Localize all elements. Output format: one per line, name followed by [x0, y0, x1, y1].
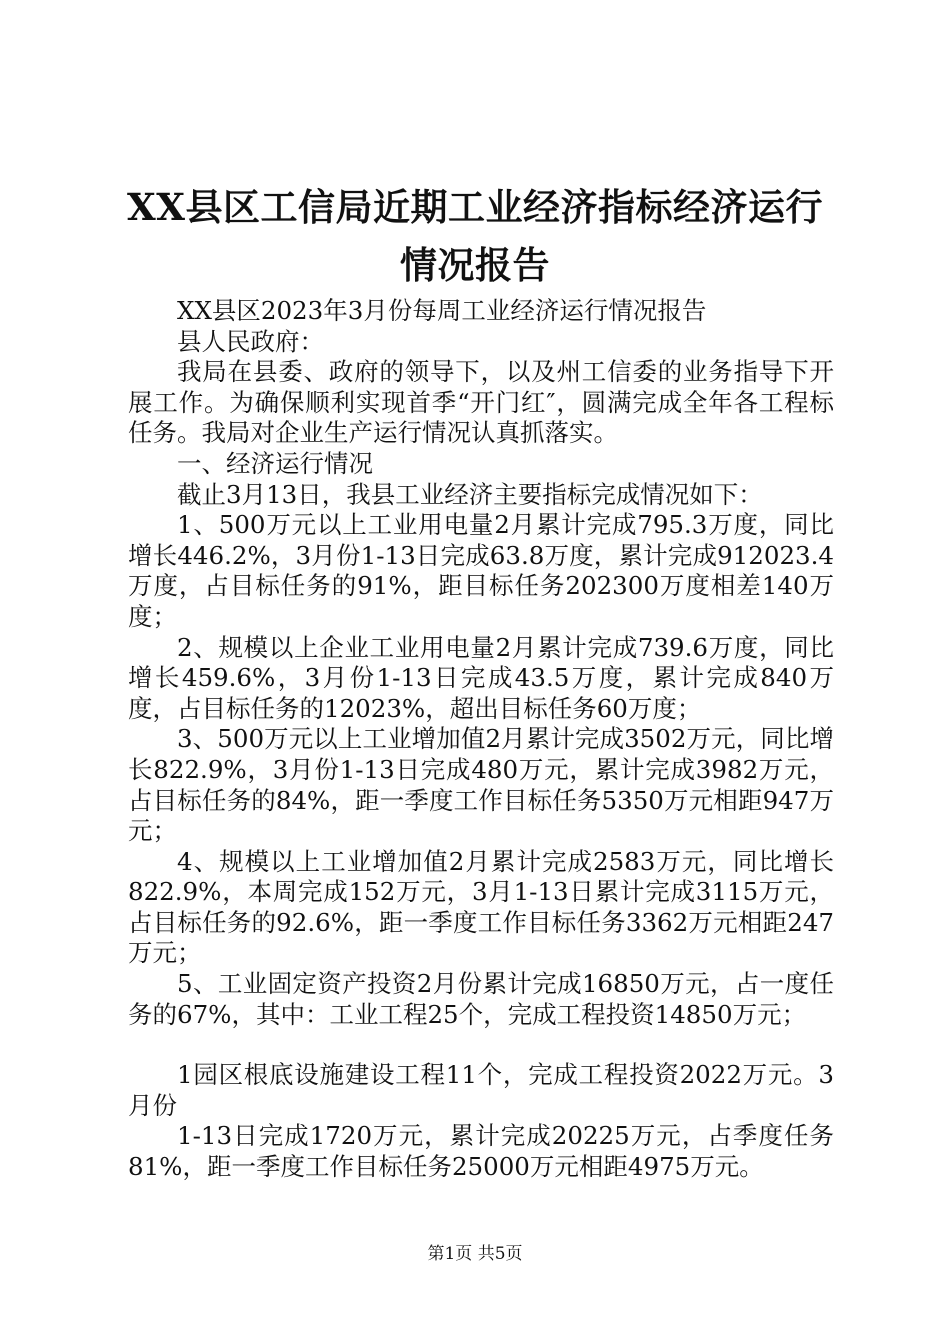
park-progress-paragraph: 1-13日完成1720万元，累计完成20225万元，占季度任务81%，距一季度工作目标任务25000万元相距4975万元。: [128, 1121, 834, 1182]
indicator-item-1: 1、500万元以上工业用电量2月累计完成795.3万度，同比增长446.2%，3月份1-13日完成63.8万度，累计完成912023.4万度，占目标任务的91%，距目标任务202300万度相差140万度；: [128, 510, 834, 631]
report-subtitle: XX县区2023年3月份每周工业经济运行情况报告: [177, 296, 707, 325]
indicator-item-3: 3、500万元以上工业增加值2月累计完成3502万元，同比增长822.9%，3月份1-13日完成480万元，累计完成3982万元，占目标任务的84%，距一季度工作目标任务5350万元相距947万元；: [128, 724, 834, 846]
park-infrastructure-paragraph: 1园区根底设施建设工程11个，完成工程投资2022万元。3月份: [128, 1060, 834, 1120]
document-body: [128, 296, 834, 1183]
section-heading: 一、经济运行情况: [177, 448, 373, 478]
document-title: XX县区工信局近期工业经济指标经济运行情况报告: [127, 185, 823, 287]
intro-paragraph: 我局在县委、政府的领导下，以及州工信委的业务指导下开展工作。为确保顺利实现首季“开门红″，圆满完成全年各工程标任务。我局对企业生产运行情况认真抓落实。: [128, 357, 834, 448]
summary-line: 截止3月13日，我县工业经济主要指标完成情况如下：: [177, 479, 763, 509]
page-footer: 第1页 共5页: [427, 1244, 523, 1264]
indicator-item-5: 5、工业固定资产投资2月份累计完成16850万元，占一度任务的67%，其中：工业工程25个，完成工程投资14850万元；: [128, 969, 834, 1029]
indicator-item-4: 4、规模以上工业增加值2月累计完成2583万元，同比增长822.9%，本周完成152万元，3月1-13日累计完成3115万元，占目标任务的92.6%，距一季度工作目标任务3362万元相距247万元；: [128, 846, 834, 968]
indicator-item-2: 2、规模以上企业工业用电量2月累计完成739.6万度，同比增长459.6%，3月份1-13日完成43.5万度，累计完成840万度，占目标任务的12023%，超出目标任务60万度；: [128, 632, 834, 723]
salutation: 县人民政府：: [177, 326, 324, 356]
